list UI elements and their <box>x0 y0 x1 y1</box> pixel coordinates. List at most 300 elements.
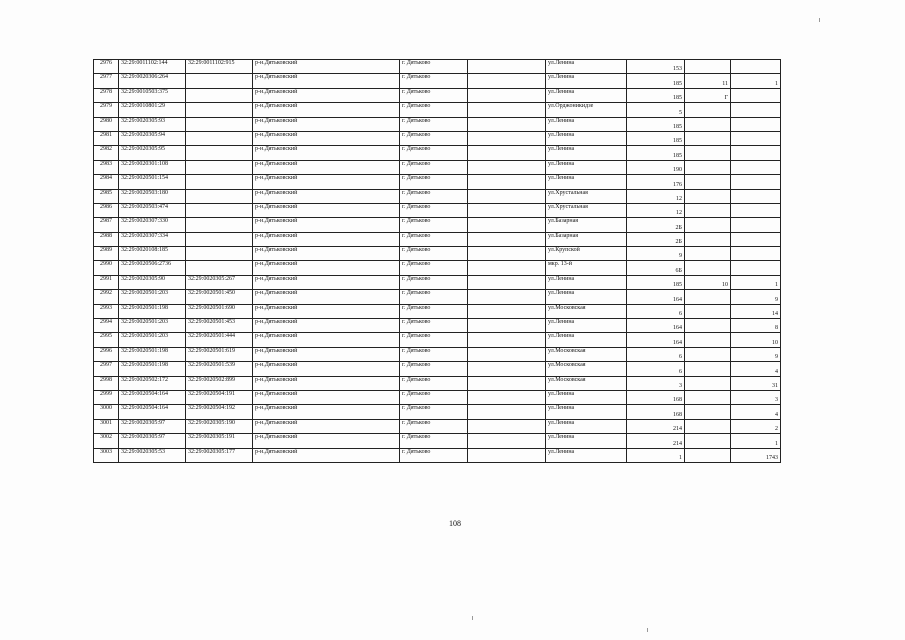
cell-row-number: 2999 <box>94 390 119 404</box>
cell-settlement <box>468 146 546 160</box>
cell-house-number: 164 <box>627 319 685 333</box>
cell-cadastral-number: 32:29:0020501:198 <box>119 347 186 361</box>
cell-district: р-н.Дятьковский <box>253 60 400 74</box>
table-row <box>94 131 781 145</box>
cell-street: ул.Ленина <box>546 117 627 131</box>
cell-cadastral-number: 32:29:0020503:180 <box>119 189 186 203</box>
cell-street: ул.Ленина <box>546 434 627 448</box>
cell-street: ул.Хрустальная <box>546 189 627 203</box>
cell-cadastral-number: 32:29:0020501:203 <box>119 333 186 347</box>
cell-settlement <box>468 203 546 217</box>
cell-street: ул.Ленина <box>546 333 627 347</box>
cell-district: р-н.Дятьковский <box>253 74 400 88</box>
cell-apartment <box>731 247 781 261</box>
cell-street: ул.Ленина <box>546 160 627 174</box>
cell-house-number: 185 <box>627 275 685 289</box>
cell-city: г. Дятьково <box>400 376 468 390</box>
cell-settlement <box>468 189 546 203</box>
cell-cadastral-number: 32:29:0020305:53 <box>119 448 186 462</box>
cell-settlement <box>468 160 546 174</box>
table-row <box>94 405 781 419</box>
cell-city: г. Дятьково <box>400 189 468 203</box>
cell-settlement <box>468 362 546 376</box>
cell-cadastral-number-sub: 32:29:0020501:444 <box>186 333 253 347</box>
cell-city: г. Дятьково <box>400 362 468 376</box>
cell-district: р-н.Дятьковский <box>253 290 400 304</box>
cell-street: ул.Крупской <box>546 247 627 261</box>
cell-row-number: 2996 <box>94 347 119 361</box>
cell-street: ул.Ленина <box>546 275 627 289</box>
cell-building <box>685 117 731 131</box>
cell-apartment <box>731 218 781 232</box>
cell-settlement <box>468 74 546 88</box>
cell-house-number: 185 <box>627 131 685 145</box>
cell-district: р-н.Дятьковский <box>253 146 400 160</box>
cell-apartment: 2 <box>731 419 781 433</box>
cell-street: мкр. 13-й <box>546 261 627 275</box>
cell-cadastral-number: 32:29:0020108:185 <box>119 247 186 261</box>
cell-district: р-н.Дятьковский <box>253 218 400 232</box>
cell-apartment: 14 <box>731 304 781 318</box>
table-row <box>94 232 781 246</box>
cell-settlement <box>468 232 546 246</box>
cell-cadastral-number: 32:29:0010801:29 <box>119 103 186 117</box>
cell-settlement <box>468 261 546 275</box>
cell-cadastral-number: 32:29:0011102:144 <box>119 60 186 74</box>
cell-district: р-н.Дятьковский <box>253 390 400 404</box>
cell-street: ул.Московская <box>546 304 627 318</box>
cell-building <box>685 131 731 145</box>
cell-settlement <box>468 434 546 448</box>
cell-settlement <box>468 103 546 117</box>
cell-street: ул.Ленина <box>546 131 627 145</box>
cell-house-number: 153 <box>627 60 685 74</box>
cell-house-number: 2Б <box>627 232 685 246</box>
table-row <box>94 275 781 289</box>
cell-apartment: 3 <box>731 390 781 404</box>
cell-building <box>685 232 731 246</box>
cell-cadastral-number-sub: 32:29:0020502:899 <box>186 376 253 390</box>
cell-row-number: 3000 <box>94 405 119 419</box>
cell-row-number: 3001 <box>94 419 119 433</box>
cell-apartment: 9 <box>731 347 781 361</box>
cell-apartment <box>731 261 781 275</box>
cell-settlement <box>468 275 546 289</box>
registry-table <box>93 59 781 463</box>
cell-settlement <box>468 131 546 145</box>
cell-district: р-н.Дятьковский <box>253 419 400 433</box>
cell-settlement <box>468 347 546 361</box>
cell-cadastral-number-sub <box>186 232 253 246</box>
cell-city: г. Дятьково <box>400 419 468 433</box>
cell-cadastral-number-sub <box>186 74 253 88</box>
cell-cadastral-number-sub: 32:29:0020501:619 <box>186 347 253 361</box>
cell-row-number: 2992 <box>94 290 119 304</box>
cell-cadastral-number: 32:29:0020305:95 <box>119 146 186 160</box>
cell-apartment <box>731 175 781 189</box>
cell-row-number: 2980 <box>94 117 119 131</box>
cell-district: р-н.Дятьковский <box>253 117 400 131</box>
table-row <box>94 247 781 261</box>
table-row <box>94 333 781 347</box>
cell-cadastral-number-sub: 32:29:0020305:267 <box>186 275 253 289</box>
cell-city: г. Дятьково <box>400 261 468 275</box>
cell-house-number: 214 <box>627 419 685 433</box>
cell-building <box>685 434 731 448</box>
cell-cadastral-number-sub <box>186 189 253 203</box>
cell-row-number: 2991 <box>94 275 119 289</box>
cell-row-number: 2993 <box>94 304 119 318</box>
cell-cadastral-number-sub <box>186 103 253 117</box>
cell-building <box>685 218 731 232</box>
cell-apartment: 8 <box>731 319 781 333</box>
cell-street: ул.Орджоникидзе <box>546 103 627 117</box>
table-body <box>94 60 781 463</box>
cell-building: 10 <box>685 275 731 289</box>
table-row <box>94 376 781 390</box>
cell-house-number: 6 <box>627 347 685 361</box>
cell-row-number: 2990 <box>94 261 119 275</box>
cell-building <box>685 203 731 217</box>
cell-row-number: 2983 <box>94 160 119 174</box>
cell-district: р-н.Дятьковский <box>253 131 400 145</box>
cell-row-number: 2989 <box>94 247 119 261</box>
cell-city: г. Дятьково <box>400 275 468 289</box>
cell-apartment <box>731 146 781 160</box>
cell-apartment: 10 <box>731 333 781 347</box>
cell-city: г. Дятьково <box>400 390 468 404</box>
cell-district: р-н.Дятьковский <box>253 103 400 117</box>
cell-street: ул.Московская <box>546 376 627 390</box>
cell-street: ул.Ленина <box>546 419 627 433</box>
cell-city: г. Дятьково <box>400 434 468 448</box>
cell-building <box>685 247 731 261</box>
cell-building <box>685 175 731 189</box>
cell-cadastral-number-sub <box>186 88 253 102</box>
cell-apartment: 31 <box>731 376 781 390</box>
cell-settlement <box>468 405 546 419</box>
cell-street: ул.Хрустальная <box>546 203 627 217</box>
table-row <box>94 203 781 217</box>
cell-settlement <box>468 376 546 390</box>
cell-building <box>685 333 731 347</box>
cell-city: г. Дятьково <box>400 218 468 232</box>
cell-building <box>685 390 731 404</box>
cell-district: р-н.Дятьковский <box>253 261 400 275</box>
cell-cadastral-number-sub <box>186 160 253 174</box>
cell-apartment: 1 <box>731 275 781 289</box>
cell-row-number: 2977 <box>94 74 119 88</box>
cell-apartment: 1 <box>731 74 781 88</box>
cell-city: г. Дятьково <box>400 304 468 318</box>
cell-street: ул.Базарная <box>546 232 627 246</box>
table-row <box>94 175 781 189</box>
cell-cadastral-number: 32:29:0020305:90 <box>119 275 186 289</box>
cell-settlement <box>468 390 546 404</box>
cell-district: р-н.Дятьковский <box>253 434 400 448</box>
cell-city: г. Дятьково <box>400 247 468 261</box>
cell-street: ул.Ленина <box>546 390 627 404</box>
cell-district: р-н.Дятьковский <box>253 160 400 174</box>
cell-cadastral-number: 32:29:0010503:375 <box>119 88 186 102</box>
cell-cadastral-number-sub <box>186 175 253 189</box>
cell-district: р-н.Дятьковский <box>253 319 400 333</box>
cell-street: ул.Ленина <box>546 175 627 189</box>
cell-district: р-н.Дятьковский <box>253 376 400 390</box>
cell-city: г. Дятьково <box>400 131 468 145</box>
cell-cadastral-number: 32:29:0020305:97 <box>119 434 186 448</box>
table-row <box>94 304 781 318</box>
table-row <box>94 60 781 74</box>
cell-house-number: 6Б <box>627 261 685 275</box>
cell-cadastral-number: 32:29:0020307:334 <box>119 232 186 246</box>
table-row <box>94 117 781 131</box>
table-row <box>94 74 781 88</box>
cell-city: г. Дятьково <box>400 290 468 304</box>
cell-apartment <box>731 60 781 74</box>
cell-house-number: 2Б <box>627 218 685 232</box>
cell-cadastral-number-sub: 32:29:0020504:191 <box>186 390 253 404</box>
cell-district: р-н.Дятьковский <box>253 275 400 289</box>
cell-row-number: 2986 <box>94 203 119 217</box>
cell-building <box>685 60 731 74</box>
table-row <box>94 88 781 102</box>
cell-cadastral-number-sub: 32:29:0020305:177 <box>186 448 253 462</box>
cell-apartment <box>731 189 781 203</box>
cell-building: 11 <box>685 74 731 88</box>
cell-building <box>685 362 731 376</box>
cell-house-number: 185 <box>627 146 685 160</box>
cell-cadastral-number-sub: 32:29:0020305:190 <box>186 419 253 433</box>
cell-settlement <box>468 304 546 318</box>
cell-building <box>685 376 731 390</box>
cell-city: г. Дятьково <box>400 88 468 102</box>
cell-house-number: 3 <box>627 376 685 390</box>
table-row <box>94 160 781 174</box>
cell-apartment: 1 <box>731 434 781 448</box>
cell-cadastral-number: 32:29:0020307:330 <box>119 218 186 232</box>
cell-district: р-н.Дятьковский <box>253 347 400 361</box>
cell-house-number: 164 <box>627 333 685 347</box>
cell-cadastral-number-sub: 32:29:0020501:690 <box>186 304 253 318</box>
cell-settlement <box>468 319 546 333</box>
cell-cadastral-number-sub <box>186 247 253 261</box>
cell-street: ул.Ленина <box>546 448 627 462</box>
cell-street: ул.Ленина <box>546 319 627 333</box>
cell-city: г. Дятьково <box>400 74 468 88</box>
cell-cadastral-number: 32:29:0020501:203 <box>119 290 186 304</box>
cell-city: г. Дятьково <box>400 333 468 347</box>
cell-building <box>685 103 731 117</box>
cell-building <box>685 319 731 333</box>
cell-city: г. Дятьково <box>400 319 468 333</box>
cell-settlement <box>468 290 546 304</box>
cell-apartment: 4 <box>731 405 781 419</box>
cell-house-number: 185 <box>627 117 685 131</box>
cell-house-number: 12 <box>627 189 685 203</box>
cell-settlement <box>468 175 546 189</box>
cell-building <box>685 304 731 318</box>
cell-cadastral-number-sub <box>186 261 253 275</box>
cell-house-number: 1 <box>627 448 685 462</box>
table-row <box>94 319 781 333</box>
cell-house-number: 176 <box>627 175 685 189</box>
cell-street: ул.Московская <box>546 347 627 361</box>
cell-city: г. Дятьково <box>400 347 468 361</box>
cell-settlement <box>468 60 546 74</box>
cell-building: Г <box>685 88 731 102</box>
cell-city: г. Дятьково <box>400 175 468 189</box>
cell-settlement <box>468 419 546 433</box>
cell-city: г. Дятьково <box>400 117 468 131</box>
cell-row-number: 2981 <box>94 131 119 145</box>
cell-apartment <box>731 103 781 117</box>
table-row <box>94 419 781 433</box>
cell-apartment: 1743 <box>731 448 781 462</box>
cell-district: р-н.Дятьковский <box>253 247 400 261</box>
cell-city: г. Дятьково <box>400 146 468 160</box>
cell-settlement <box>468 247 546 261</box>
cell-row-number: 3003 <box>94 448 119 462</box>
cell-building <box>685 347 731 361</box>
cell-street: ул.Ленина <box>546 74 627 88</box>
cell-cadastral-number-sub <box>186 131 253 145</box>
cell-city: г. Дятьково <box>400 232 468 246</box>
cell-building <box>685 419 731 433</box>
table-row <box>94 290 781 304</box>
cell-building <box>685 261 731 275</box>
cell-cadastral-number-sub <box>186 218 253 232</box>
cell-street: ул.Ленина <box>546 290 627 304</box>
cell-apartment <box>731 160 781 174</box>
table-row <box>94 146 781 160</box>
cell-cadastral-number: 32:29:0020301:108 <box>119 160 186 174</box>
cell-house-number: 185 <box>627 88 685 102</box>
cell-building <box>685 448 731 462</box>
cell-row-number: 2979 <box>94 103 119 117</box>
cell-settlement <box>468 88 546 102</box>
cell-apartment <box>731 88 781 102</box>
cell-row-number: 2987 <box>94 218 119 232</box>
cell-house-number: 12 <box>627 203 685 217</box>
cell-district: р-н.Дятьковский <box>253 362 400 376</box>
cell-building <box>685 160 731 174</box>
cell-district: р-н.Дятьковский <box>253 203 400 217</box>
cell-row-number: 2998 <box>94 376 119 390</box>
cell-apartment: 4 <box>731 362 781 376</box>
cell-row-number: 2982 <box>94 146 119 160</box>
cell-district: р-н.Дятьковский <box>253 304 400 318</box>
cell-apartment <box>731 117 781 131</box>
cell-cadastral-number: 32:29:0020504:164 <box>119 390 186 404</box>
cell-city: г. Дятьково <box>400 60 468 74</box>
cell-building <box>685 405 731 419</box>
cell-city: г. Дятьково <box>400 203 468 217</box>
cell-house-number: 5 <box>627 103 685 117</box>
cell-row-number: 2997 <box>94 362 119 376</box>
cell-settlement <box>468 117 546 131</box>
cell-house-number: 214 <box>627 434 685 448</box>
cell-cadastral-number-sub <box>186 146 253 160</box>
cell-row-number: 2984 <box>94 175 119 189</box>
cell-house-number: 190 <box>627 160 685 174</box>
cell-cadastral-number: 32:29:0020501:203 <box>119 319 186 333</box>
cell-apartment: 9 <box>731 290 781 304</box>
cell-house-number: 164 <box>627 290 685 304</box>
cell-street: ул.Базарная <box>546 218 627 232</box>
cell-cadastral-number: 32:29:0020305:93 <box>119 117 186 131</box>
cell-city: г. Дятьково <box>400 103 468 117</box>
cell-street: ул.Ленина <box>546 405 627 419</box>
cell-building <box>685 189 731 203</box>
cell-cadastral-number: 32:29:0020502:172 <box>119 376 186 390</box>
cell-district: р-н.Дятьковский <box>253 175 400 189</box>
cell-apartment <box>731 232 781 246</box>
cell-district: р-н.Дятьковский <box>253 405 400 419</box>
cell-row-number: 2978 <box>94 88 119 102</box>
cell-city: г. Дятьково <box>400 405 468 419</box>
cell-settlement <box>468 448 546 462</box>
table-row <box>94 448 781 462</box>
cell-building <box>685 146 731 160</box>
scan-speck <box>647 628 648 632</box>
table-row <box>94 390 781 404</box>
cell-district: р-н.Дятьковский <box>253 333 400 347</box>
page-number: 108 <box>449 519 461 528</box>
cell-row-number: 2988 <box>94 232 119 246</box>
cell-street: ул.Ленина <box>546 146 627 160</box>
cell-cadastral-number-sub: 32:29:0020501:453 <box>186 319 253 333</box>
cell-apartment <box>731 203 781 217</box>
cell-cadastral-number: 32:29:0020503:474 <box>119 203 186 217</box>
table-row <box>94 434 781 448</box>
cell-apartment <box>731 131 781 145</box>
cell-district: р-н.Дятьковский <box>253 448 400 462</box>
cell-cadastral-number: 32:29:0020501:198 <box>119 304 186 318</box>
cell-house-number: 185 <box>627 74 685 88</box>
cell-district: р-н.Дятьковский <box>253 189 400 203</box>
cell-house-number: 168 <box>627 405 685 419</box>
cell-cadastral-number-sub: 32:29:0020501:539 <box>186 362 253 376</box>
cell-row-number: 2994 <box>94 319 119 333</box>
cell-row-number: 2995 <box>94 333 119 347</box>
cell-cadastral-number: 32:29:0020305:94 <box>119 131 186 145</box>
cell-district: р-н.Дятьковский <box>253 232 400 246</box>
cell-building <box>685 290 731 304</box>
scan-speck <box>472 616 473 620</box>
cell-cadastral-number: 32:29:0020501:154 <box>119 175 186 189</box>
cell-cadastral-number-sub: 32:29:0011102:915 <box>186 60 253 74</box>
cell-street: ул.Ленина <box>546 88 627 102</box>
cell-house-number: 6 <box>627 362 685 376</box>
cell-cadastral-number-sub <box>186 203 253 217</box>
cell-row-number: 3002 <box>94 434 119 448</box>
table-row <box>94 362 781 376</box>
cell-row-number: 2985 <box>94 189 119 203</box>
table-row <box>94 347 781 361</box>
cell-settlement <box>468 333 546 347</box>
cell-house-number: 9 <box>627 247 685 261</box>
cell-house-number: 168 <box>627 390 685 404</box>
cell-street: ул.Ленина <box>546 60 627 74</box>
scan-speck <box>819 18 820 22</box>
cell-cadastral-number: 32:29:0020504:164 <box>119 405 186 419</box>
cell-settlement <box>468 218 546 232</box>
cell-cadastral-number: 32:29:0020506:2736 <box>119 261 186 275</box>
table-row <box>94 103 781 117</box>
cell-cadastral-number: 32:29:0020306:264 <box>119 74 186 88</box>
cell-cadastral-number-sub: 32:29:0020305:191 <box>186 434 253 448</box>
